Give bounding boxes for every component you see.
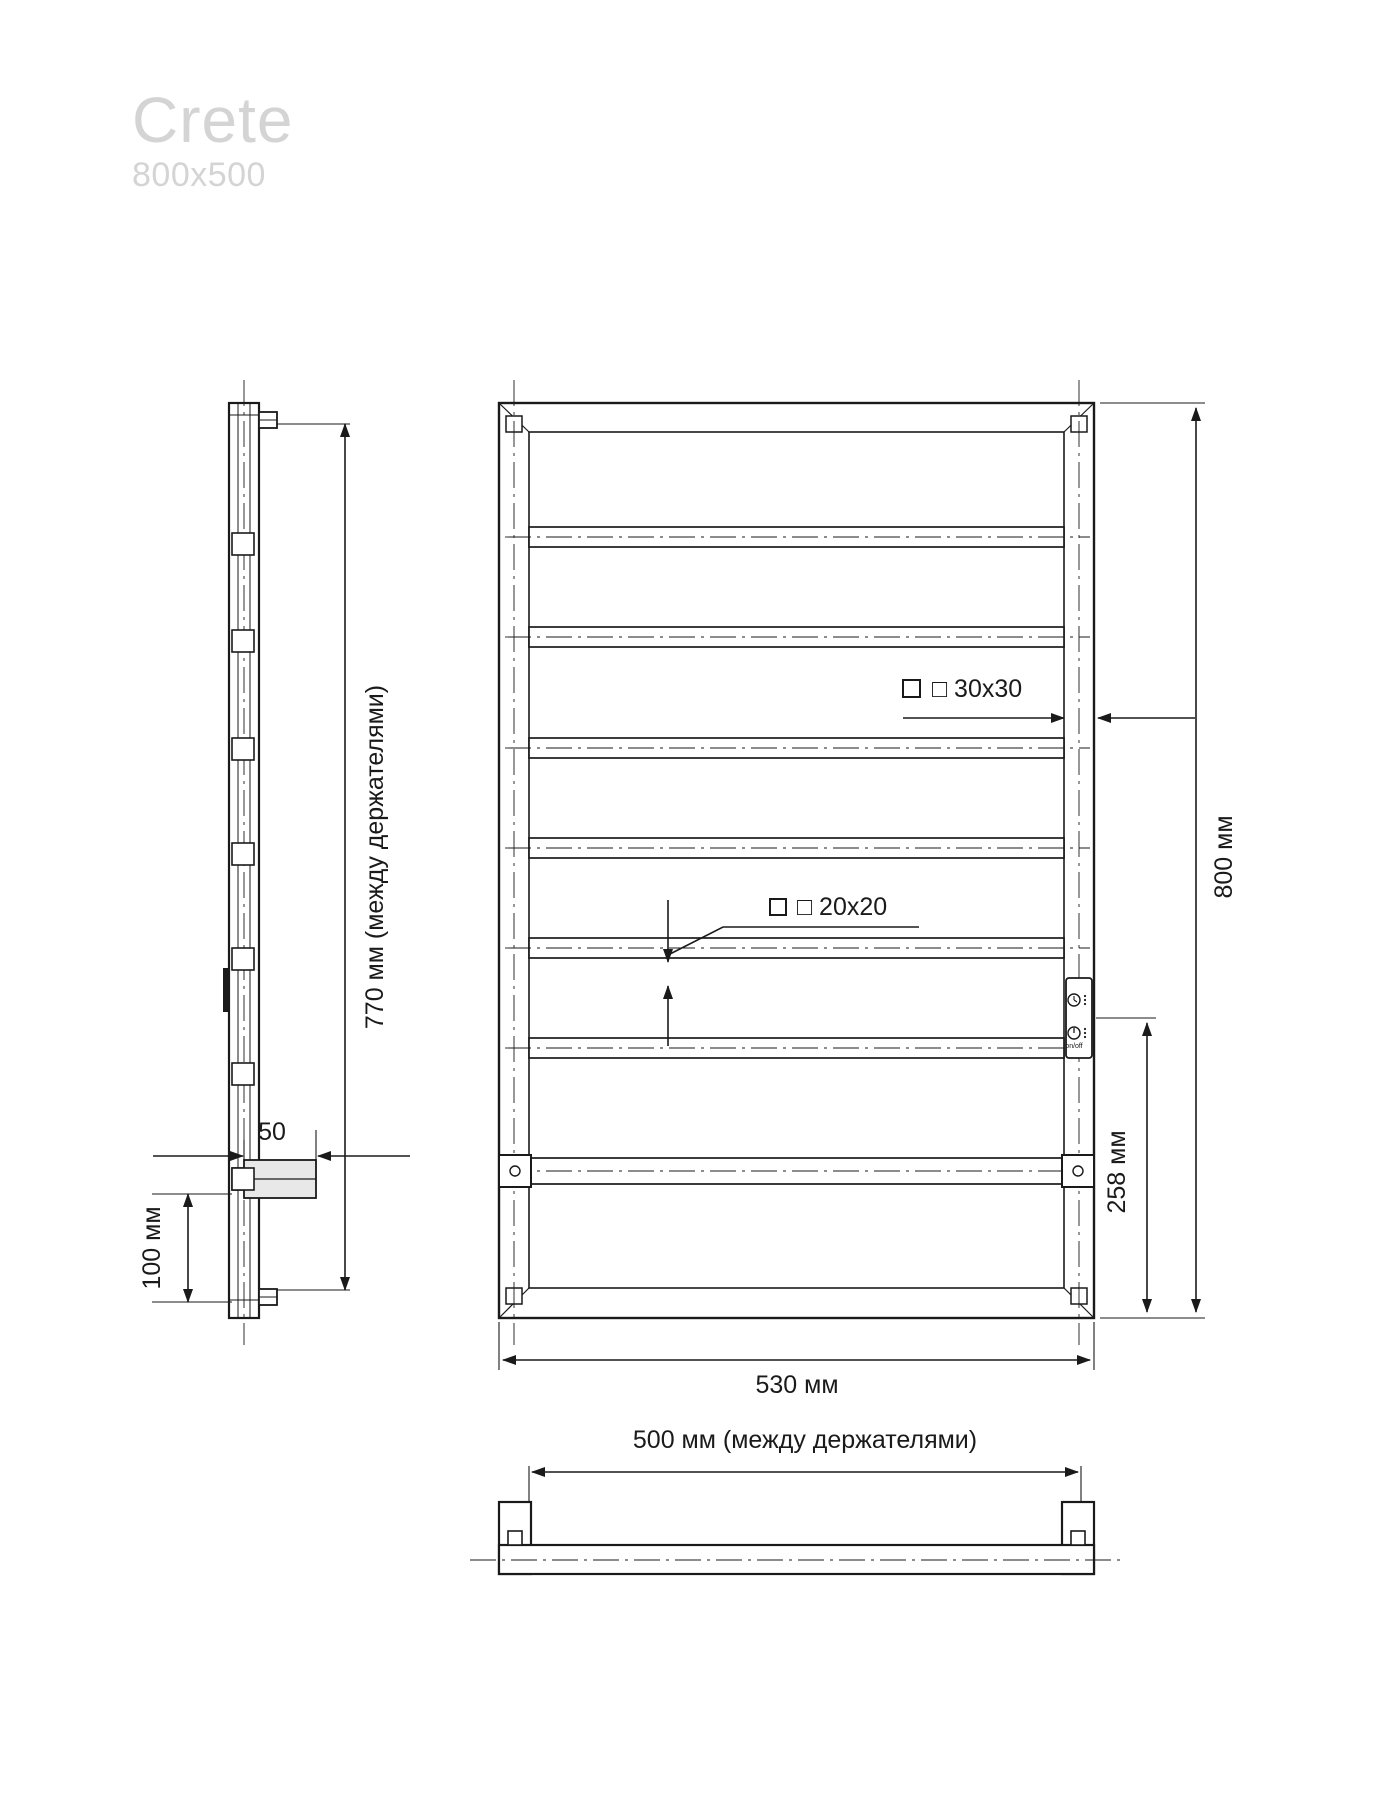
dim-50-label: 50 [258,1118,286,1146]
side-view-group [138,380,410,1345]
product-size-subtitle: 800x500 [132,156,266,194]
dim-100-group [138,1194,232,1302]
control-panel[interactable] [1065,978,1092,1058]
front-rail [505,738,1090,758]
top-view-profile [470,1502,1124,1574]
dim-800-label: 800 мм [1210,815,1238,899]
dim-258-label: 258 мм [1103,1130,1131,1214]
top-view-group [470,1426,1124,1574]
callout-30x30-label: □ 30x30 [932,675,1023,703]
dim-500-group [529,1426,1081,1520]
dim-530-label: 530 мм [755,1371,839,1399]
callout-20x20-label: □ 20x20 [797,893,888,921]
side-control-panel-mark [223,968,230,1012]
front-view-group [499,380,1238,1399]
side-bracket-top [259,412,277,428]
front-rail [505,527,1090,547]
side-bracket-bottom [259,1289,277,1305]
front-rail [505,938,1090,958]
front-rail [505,1038,1090,1058]
front-rail [505,838,1090,858]
dim-500-label: 500 мм (между держателями) [632,1426,978,1454]
product-model-title: Crete [132,84,294,156]
dim-530-group [499,1322,1094,1399]
front-rail [505,1158,1090,1184]
dim-258-group [1096,1018,1156,1318]
dim-50-group [153,1118,410,1165]
side-wall-bracket [232,1160,316,1198]
power-button-label: on/off [1065,1043,1083,1050]
dim-100-label: 100 мм [138,1206,166,1290]
front-rail [505,627,1090,647]
dim-770-label: 770 мм (между держателями) [361,684,389,1030]
